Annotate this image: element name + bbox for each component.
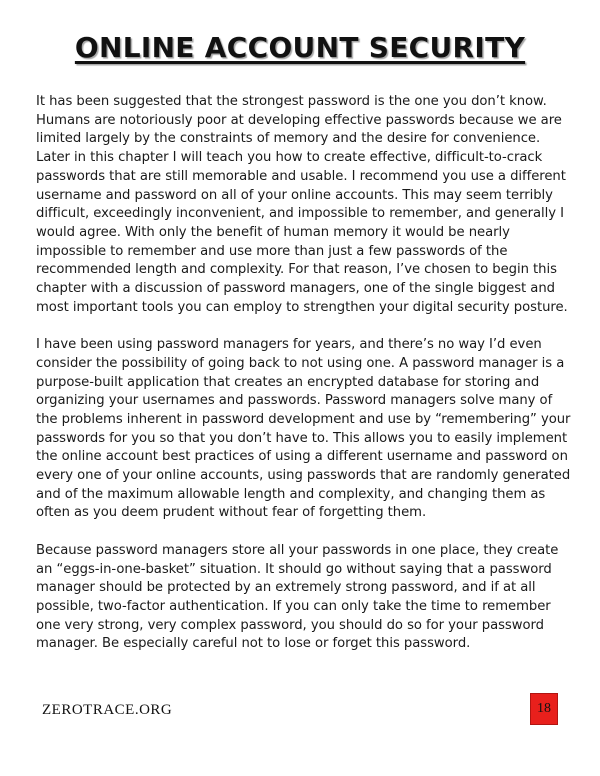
paragraph-1: It has been suggested that the strongest password is the one you don’t know. Humans are notoriously poor at developing effective passwords because we are limited largely by the constraints of memory and the desire for convenience. Later in this chapter I will teach you how to create effective, difficult-to-crack passwords that are still memorable and usable. I recommend you use a different username and password on all of your online accounts. This may seem terribly difficult, exceedingly inconvenient, and impossible to remember, and generally I would agree. With only the benefit of human memory it would be nearly impossible to remember and use more than just a few passwords of the recommended length and complexity. For that reason, I’ve chosen to begin this chapter with a discussion of password managers, one of the single biggest and most important tools you can employ to strengthen your digital security posture.: [36, 94, 568, 315]
paragraph-2: I have been using password managers for years, and there’s no way I’d even consider the possibility of going back to not using one. A password manager is a purpose-built application that creates an encrypted database for storing and organizing your usernames and passwords. Password managers solve many of the problems inherent in password development and use by “remembering” your passwords for you so that you don’t have to. This allows you to easily implement the online account best practices of using a different username and password on every one of your online accounts, using passwords that are randomly generated and of the maximum allowable length and complexity, and changing them as often as you deem prudent without fear of forgetting them.: [36, 337, 571, 521]
page-title: ONLINE ACCOUNT SECURITY: [74, 31, 526, 64]
body-text: [36, 93, 576, 673]
page-number-badge: 18: [530, 693, 558, 725]
paragraph-3: Because password managers store all your passwords in one place, they create an “eggs-in-one-basket” situation. It should go without saying that a password manager should be protected by an extremely strong password, and if at all possible, two-factor authentication. If you can only take the time to remember one very strong, very complex password, you should do so for your password manager. Be especially careful not to lose or forget this password.: [36, 542, 559, 652]
footer-site-name: ZEROTRACE.ORG: [42, 702, 173, 718]
